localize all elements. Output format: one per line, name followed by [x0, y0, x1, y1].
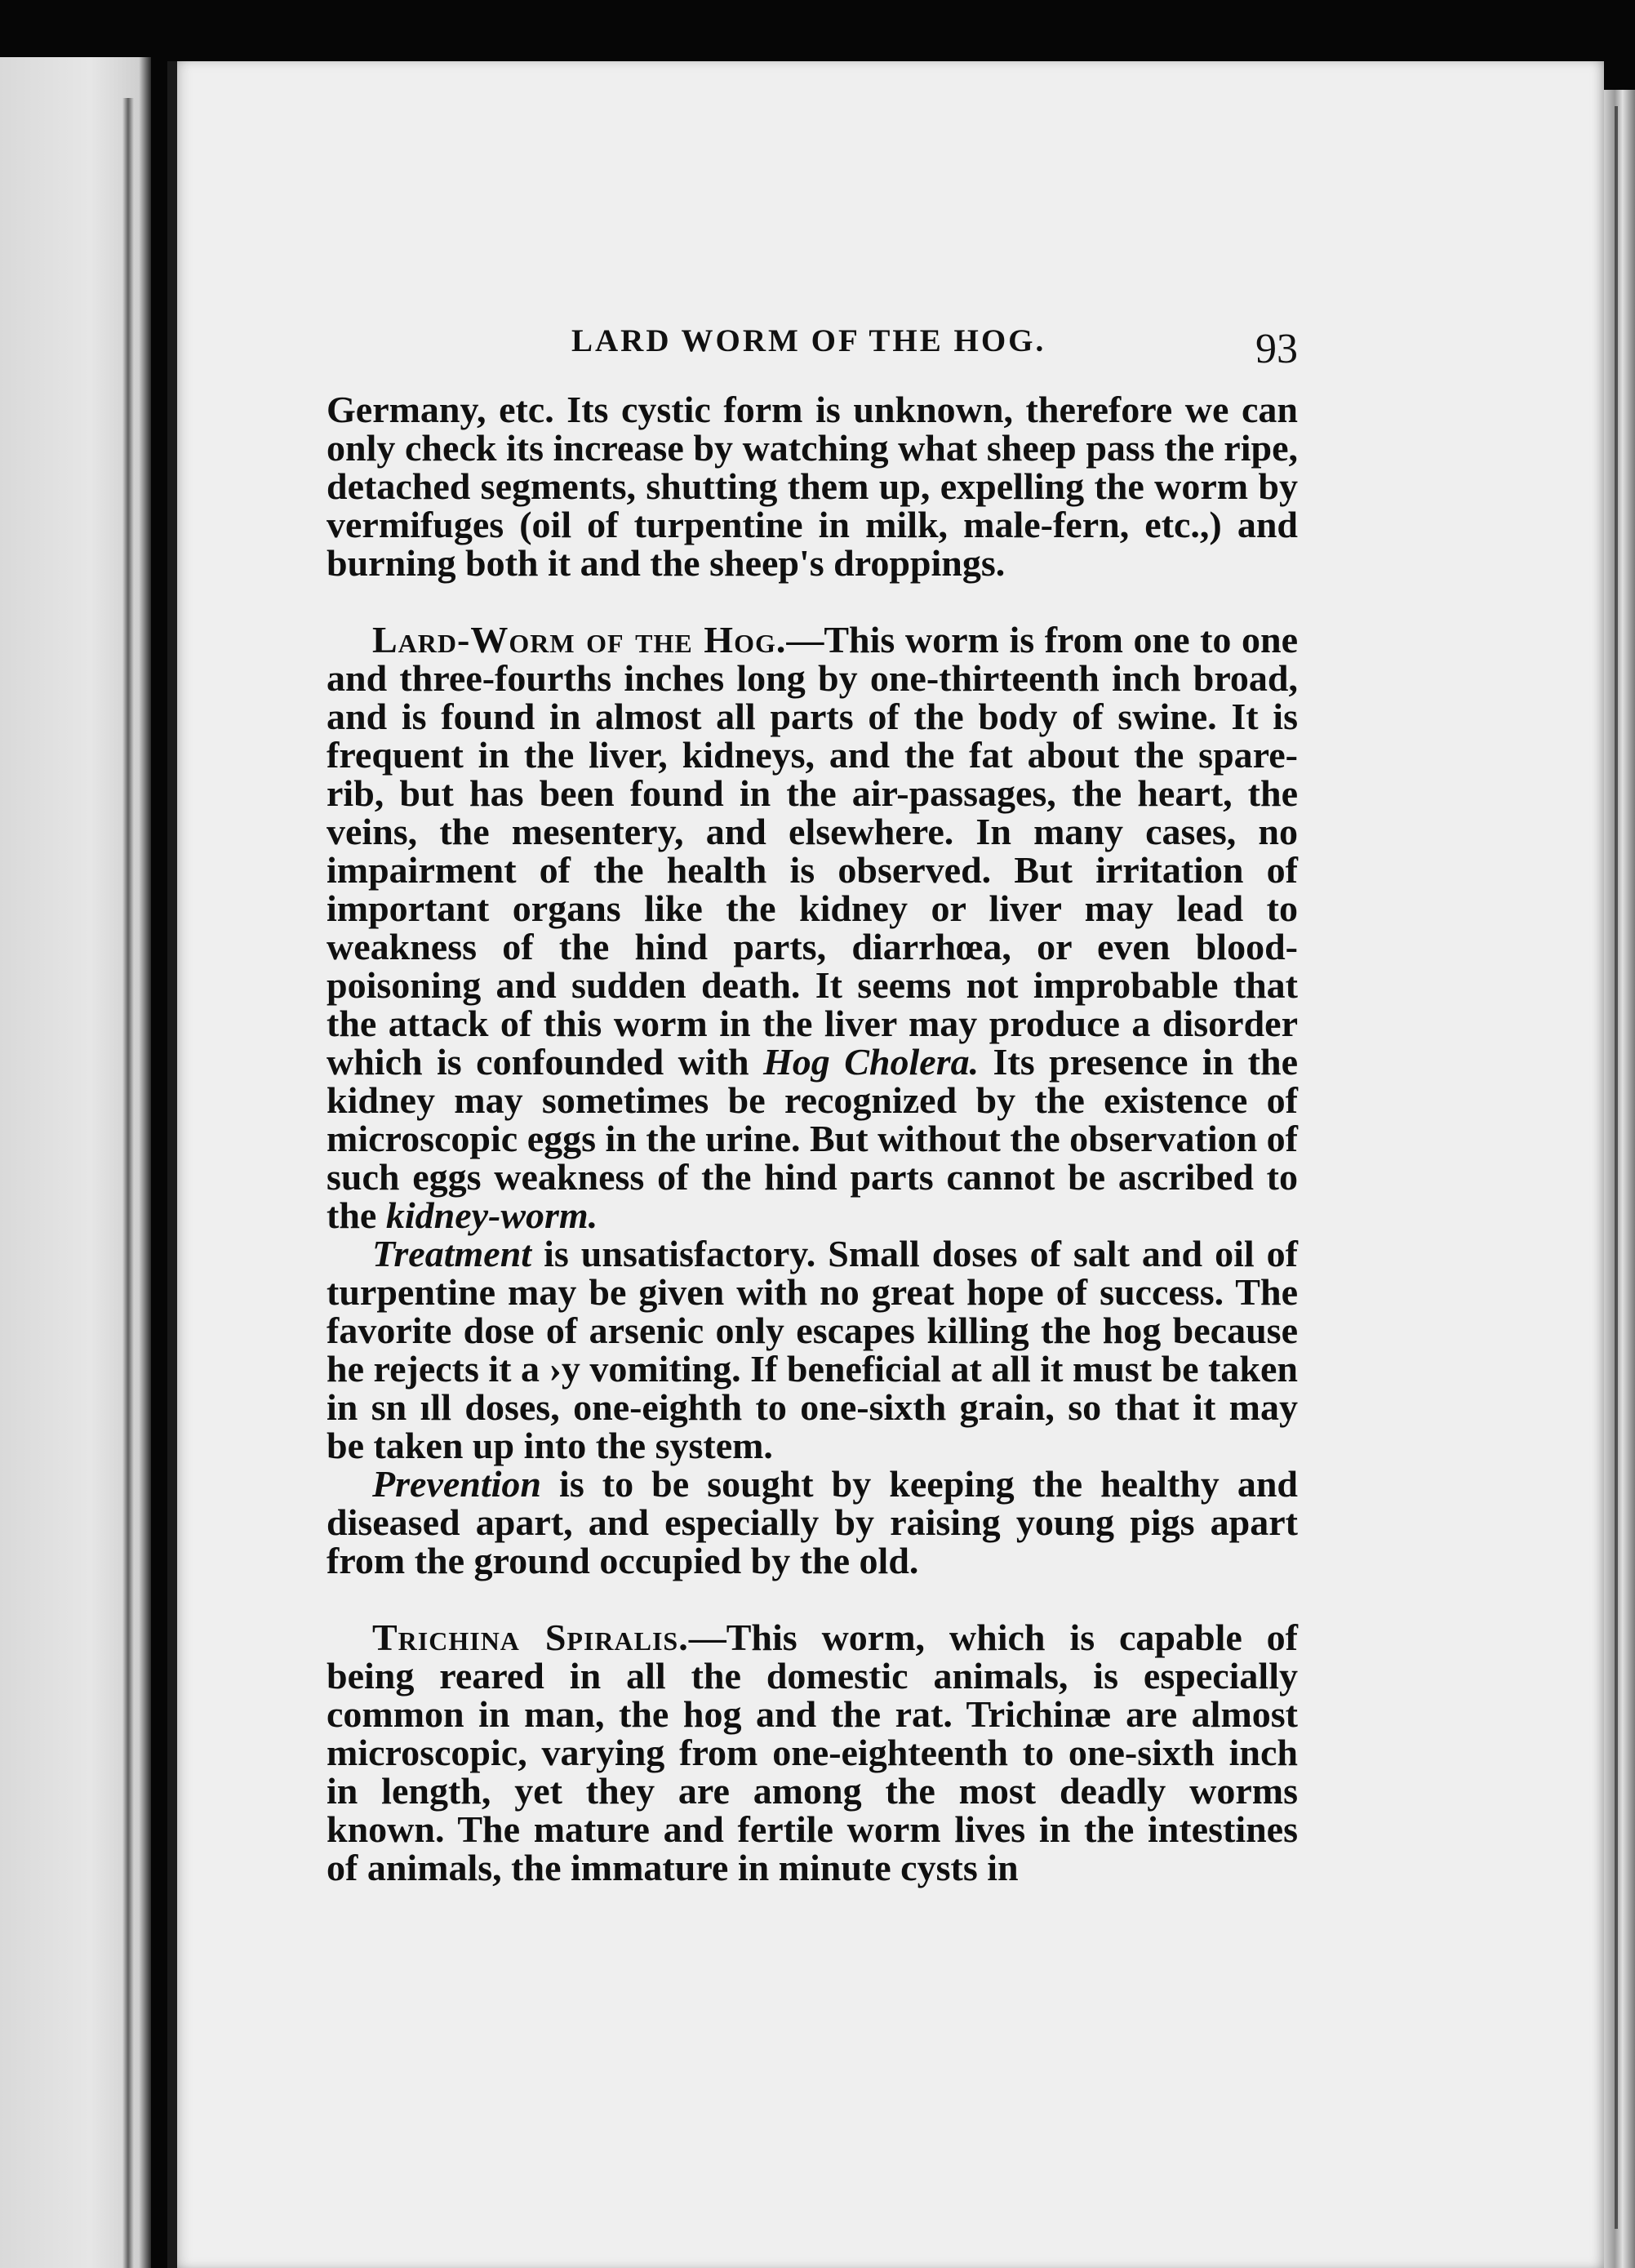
- paragraph-gap: [327, 582, 1298, 620]
- lard-worm-text-2: Its presence in the kidney may sometimes be recognized by the existence of microscopic eggs in the urine. But without the observation of such eggs weakness of the hind parts cannot be ascribed to the: [327, 1041, 1299, 1236]
- paragraph-lard-worm: [327, 620, 1298, 1234]
- page-number: 93: [1255, 326, 1298, 372]
- italic-hog-cholera: Hog Cholera.: [763, 1041, 980, 1083]
- page-edge-line: [1615, 106, 1618, 2229]
- italic-prevention: Prevention: [372, 1463, 541, 1505]
- trichina-text: —This worm, which is capable of being reared in all the domestic animals, is especially common in man, the hog and the rat. Trichinæ are almost microscopic, varying from one-eighteenth to one-sixth inch in length, yet they are among the most deadly worms known. The mature and fertile worm lives in the intestines of animals, the immature in minute cysts in: [327, 1617, 1299, 1888]
- paragraph-trichina: [327, 1618, 1298, 1887]
- italic-kidney-worm: kidney-worm.: [385, 1194, 598, 1236]
- page-right-edge: [1604, 90, 1635, 2268]
- section-heading-lard-worm: Lard-Worm of the Hog.: [372, 619, 787, 660]
- paragraph-gap-2: [327, 1580, 1298, 1618]
- paragraph-prevention: [327, 1465, 1298, 1580]
- page-gutter: [167, 61, 177, 2268]
- italic-treatment: Treatment: [372, 1233, 532, 1274]
- body-text: [327, 390, 1298, 1887]
- paragraph-treatment: [327, 1234, 1298, 1465]
- paragraph-continuation: Germany, etc. Its cystic form is unknown, therefore we can only check its increase by watching what sheep pass the ripe, detached segments, shutting them up, expelling the worm by vermifuges (oil of turpentine in milk, male-fern, etc.,) and burning both it and the sheep's droppings.: [327, 389, 1298, 584]
- section-heading-trichina: Trichina Spiralis.: [372, 1617, 689, 1658]
- prevention-text: is to be sought by keeping the healthy and diseased apart, and especially by raising young pigs apart from the ground occupied by the old.: [327, 1463, 1298, 1581]
- facing-page-shadow: [122, 98, 134, 2268]
- lard-worm-text: —This worm is from one to one and three-fourths inches long by one-thirteenth inch broad, and is found in almost all parts of the body of swine. It is frequent in the liver, kidneys, and the fat about the spare-rib, but has been found in the air-passages, the heart, the veins, the mesentery, and elsewhere. In many cases, no impairment of the health is observed. But irritation of important organs like the kidney or liver may lead to weakness of the hind parts, diarrhœa, or even blood-poisoning and sudden death. It seems not improbable that the attack of this worm in the liver may produce a disorder which is confounded with: [327, 619, 1299, 1083]
- running-head: LARD WORM OF THE HOG.: [571, 323, 1046, 358]
- treatment-text: is unsatisfactory. Small doses of salt and oil of turpentine may be given with no great hope of success. The favorite dose of arsenic only escapes killing the hog because he rejects it a ›y vomiting. If beneficial at all it must be taken in sn ıll doses, one-eighth to one-sixth grain, so that it may be taken up into the system.: [327, 1233, 1298, 1466]
